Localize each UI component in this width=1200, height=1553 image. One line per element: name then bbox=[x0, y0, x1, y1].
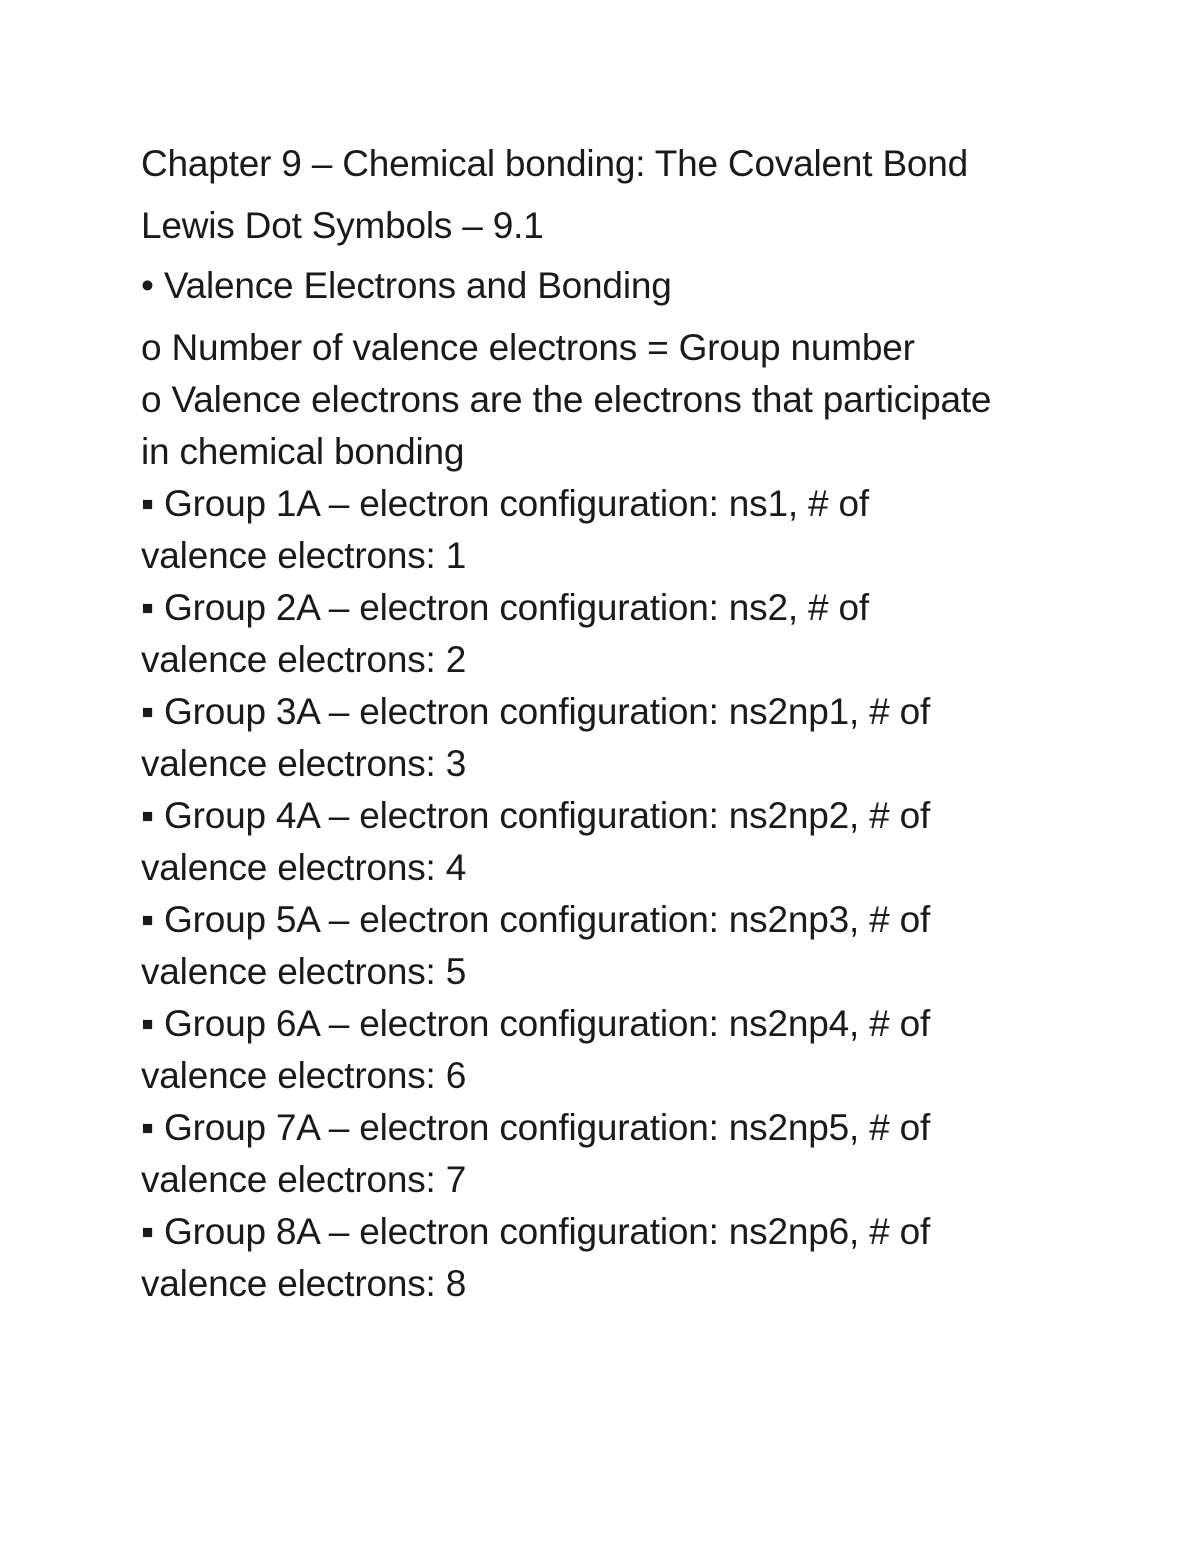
point-group-number: o Number of valence electrons = Group number bbox=[141, 327, 915, 368]
document-body bbox=[141, 138, 1081, 1310]
group-line-cont: valence electrons: 7 bbox=[141, 1159, 467, 1200]
group-line: ▪ Group 5A – electron configuration: ns2np3, # of bbox=[141, 899, 931, 940]
bullet-heading: • Valence Electrons and Bonding bbox=[141, 265, 672, 306]
chapter-title: Chapter 9 – Chemical bonding: The Covalent Bond bbox=[141, 143, 969, 184]
group-line-cont: valence electrons: 8 bbox=[141, 1263, 467, 1304]
list-item bbox=[141, 790, 1081, 894]
group-line: ▪ Group 3A – electron configuration: ns2np1, # of bbox=[141, 691, 931, 732]
point-participate: o Valence electrons are the electrons that participate bbox=[141, 379, 992, 420]
list-item bbox=[141, 894, 1081, 998]
group-line: ▪ Group 6A – electron configuration: ns2np4, # of bbox=[141, 1003, 931, 1044]
list-item bbox=[141, 478, 1081, 582]
group-line: ▪ Group 8A – electron configuration: ns2np6, # of bbox=[141, 1211, 931, 1252]
group-line-cont: valence electrons: 2 bbox=[141, 639, 467, 680]
group-line-cont: valence electrons: 5 bbox=[141, 951, 467, 992]
list-item bbox=[141, 686, 1081, 790]
group-line: ▪ Group 1A – electron configuration: ns1, # of bbox=[141, 483, 869, 524]
group-line: ▪ Group 7A – electron configuration: ns2np5, # of bbox=[141, 1107, 931, 1148]
group-list bbox=[141, 478, 1081, 1310]
group-line: ▪ Group 2A – electron configuration: ns2, # of bbox=[141, 587, 869, 628]
point-participate-cont: in chemical bonding bbox=[141, 431, 465, 472]
group-line: ▪ Group 4A – electron configuration: ns2np2, # of bbox=[141, 795, 931, 836]
list-item bbox=[141, 582, 1081, 686]
group-line-cont: valence electrons: 4 bbox=[141, 847, 467, 888]
valence-points bbox=[141, 322, 1081, 478]
section-heading: Lewis Dot Symbols – 9.1 bbox=[141, 205, 544, 246]
group-line-cont: valence electrons: 1 bbox=[141, 535, 467, 576]
group-line-cont: valence electrons: 3 bbox=[141, 743, 467, 784]
list-item bbox=[141, 1102, 1081, 1206]
group-line-cont: valence electrons: 6 bbox=[141, 1055, 467, 1096]
list-item bbox=[141, 998, 1081, 1102]
list-item bbox=[141, 1206, 1081, 1310]
